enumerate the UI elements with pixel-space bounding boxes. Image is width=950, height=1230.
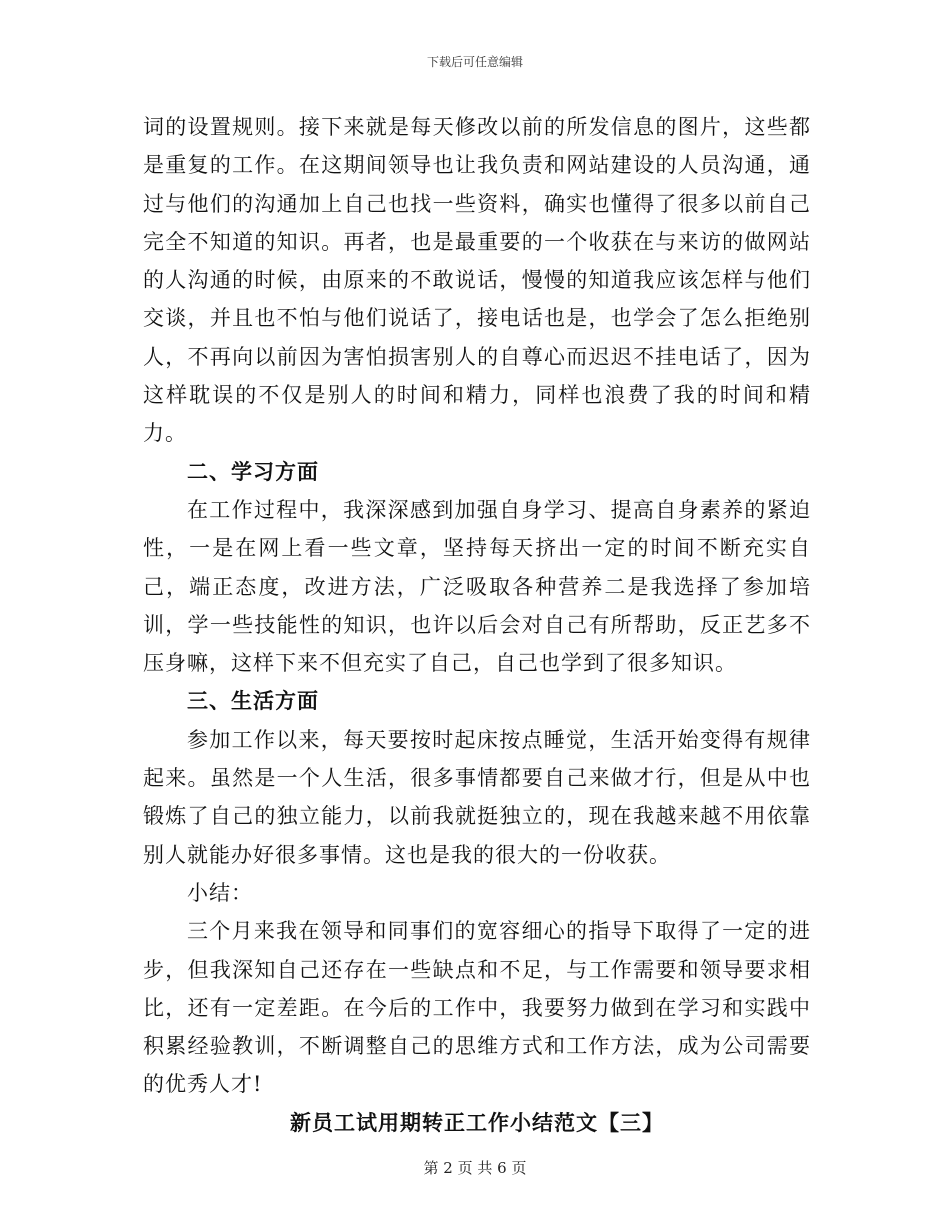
- section-heading-life: 三、生活方面: [187, 688, 319, 714]
- paragraph-study: 在工作过程中，我深深感到加强自身学习、提高自身素养的紧迫性，一是在网上看一些文章，坚持每天挤出一定的时间不断充实自己，端正态度，改进方法，广泛吸取各种营养二是我选择了参加培训，学一些技能性的知识，也许以后会对自己有所帮助，反正艺多不压身嘛，这样下来不但充实了自己，自己也学到了很多知识。: [143, 497, 811, 676]
- document-body: [143, 108, 811, 1142]
- paragraph-work-continued: 词的设置规则。接下来就是每天修改以前的所发信息的图片，这些都是重复的工作。在这期间领导也让我负责和网站建设的人员沟通，通过与他们的沟通加上自己也找一些资料，确实也懂得了很多以前自己完全不知道的知识。再者，也是最重要的一个收获在与来访的做网站的人沟通的时候，由原来的不敢说话，慢慢的知道我应该怎样与他们交谈，并且也不怕与他们说话了，接电话也是，也学会了怎么拒绝别人，不再向以前因为害怕损害别人的自尊心而迟迟不挂电话了，因为这样耽误的不仅是别人的时间和精力，同样也浪费了我的时间和精力。: [143, 115, 811, 446]
- section-heading-study: 二、学习方面: [187, 458, 319, 484]
- paragraph-life: 参加工作以来，每天要按时起床按点睡觉，生活开始变得有规律起来。虽然是一个人生活，很多事情都要自己来做才行，但是从中也锻炼了自己的独立能力，以前我就挺独立的，现在我越来越不用依靠别人就能办好很多事情。这也是我的很大的一份收获。: [143, 727, 811, 867]
- page-header-note: 下载后可任意编辑: [426, 55, 523, 69]
- next-section-title: 新员工试用期转正工作小结范文【三】: [290, 1109, 664, 1135]
- paragraph-summary: 三个月来我在领导和同事们的宽容细心的指导下取得了一定的进步，但我深知自己还存在一些缺点和不足，与工作需要和领导要求相比，还有一定差距。在今后的工作中，我要努力做到在学习和实践中积累经验教训，不断调整自己的思维方式和工作方法，成为公司需要的优秀人才!: [143, 919, 811, 1097]
- summary-label: 小结：: [187, 880, 253, 905]
- page-number: 第 2 页 共 6 页: [423, 1159, 527, 1177]
